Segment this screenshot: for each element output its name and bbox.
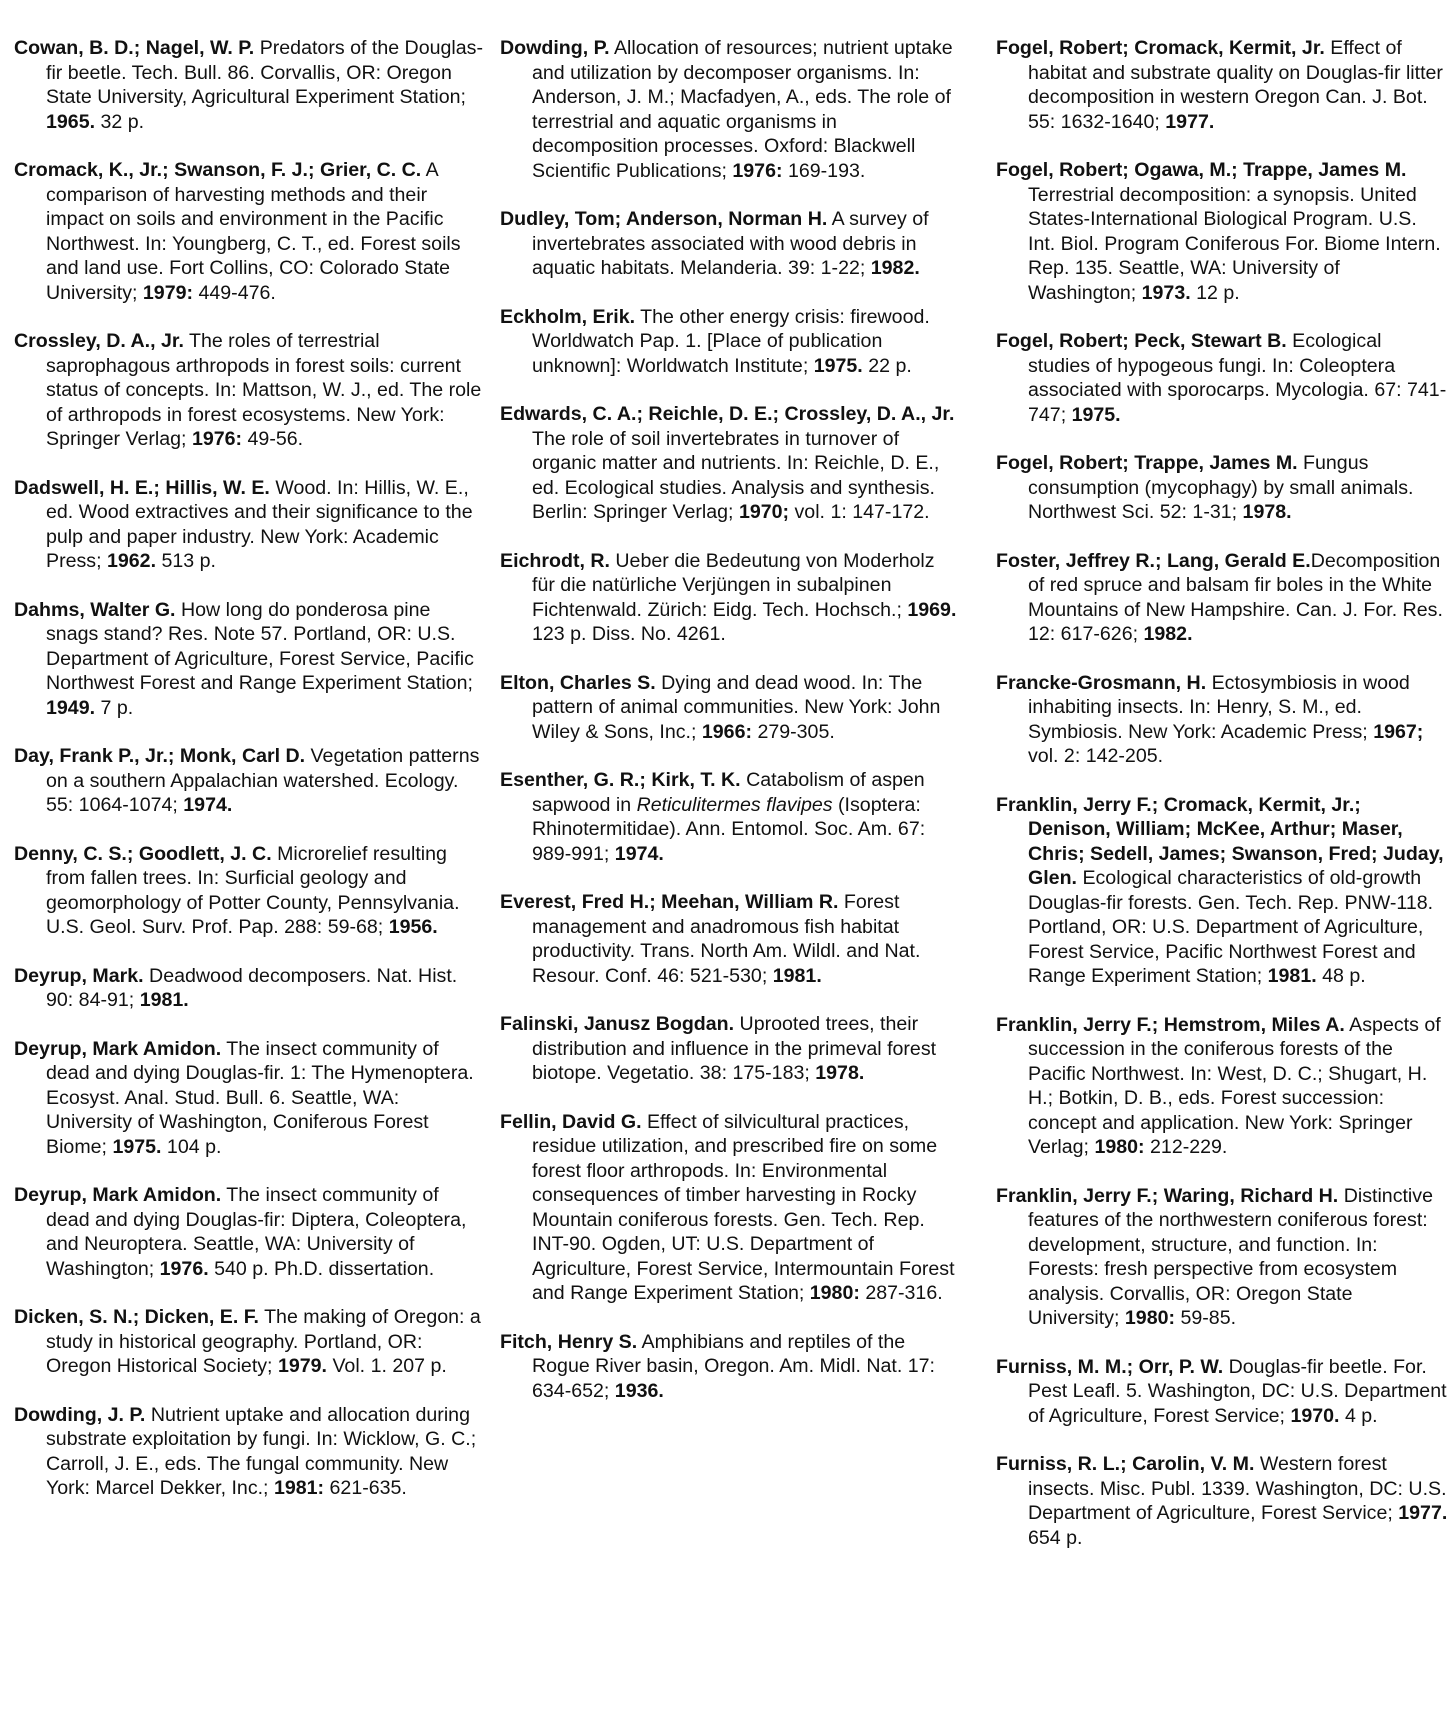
reference-year: 1981. xyxy=(1267,965,1317,987)
reference-entry xyxy=(996,1452,1448,1550)
reference-text: Fungus consumption (mycophagy) by small animals. Northwest Sci. 52: 1-31; xyxy=(1028,452,1414,523)
reference-authors: Franklin, Jerry F.; Hemstrom, Miles A. xyxy=(996,1013,1345,1036)
reference-year: 1981. xyxy=(772,964,822,987)
reference-authors: Eichrodt, R. xyxy=(500,549,610,572)
reference-authors: Falinski, Janusz Bogdan. xyxy=(500,1013,735,1035)
reference-entry xyxy=(996,1355,1448,1429)
reference-pages: 123 p. Diss. No. 4261. xyxy=(532,623,726,645)
reference-entry xyxy=(996,1013,1448,1160)
reference-pages: vol. 1: 147-172. xyxy=(789,501,930,523)
reference-year: 1965. xyxy=(46,110,96,133)
reference-entry xyxy=(14,842,484,940)
reference-text: Terrestrial decomposition: a synopsis. United States-International Biological Program. U.S. Int. Biol. Program Coniferous For. Biome Intern. Rep. 135. Seattle, WA: University of Washington; xyxy=(1028,183,1441,304)
reference-authors: Dahms, Walter G. xyxy=(14,598,176,621)
reference-authors: Deyrup, Mark Amidon. xyxy=(14,1184,222,1206)
reference-entry xyxy=(500,1012,960,1086)
reference-year: 1981. xyxy=(139,989,189,1011)
reference-entry xyxy=(500,1110,960,1306)
reference-text: Ecological characteristics of old-growth Douglas-fir forests. Gen. Tech. Rep. PNW-118. Portland, OR: U.S. Department of Agriculture, Forest Service, Pacific Northwest Forest and Range Experiment Station; xyxy=(1028,867,1434,987)
reference-authors: Dudley, Tom; Anderson, Norman H. xyxy=(500,208,828,230)
reference-entry xyxy=(996,1184,1448,1331)
reference-authors: Cowan, B. D.; Nagel, W. P. xyxy=(14,37,255,59)
reference-year: 1979: xyxy=(142,281,194,304)
reference-entry xyxy=(14,964,484,1013)
reference-text: Catabolism of aspen sapwood in xyxy=(532,769,925,816)
reference-year: 1974. xyxy=(614,842,664,865)
reference-year: 1982. xyxy=(1143,623,1193,645)
reference-text: A survey of invertebrates associated with wood debris in aquatic habitats. Melanderia. 39: 1-22; xyxy=(532,208,929,279)
reference-authors: Edwards, C. A.; Reichle, D. E.; Crossley, D. A., Jr. xyxy=(500,403,955,425)
reference-entry xyxy=(14,744,484,818)
reference-entry xyxy=(14,1305,484,1379)
column-2 xyxy=(500,36,960,1427)
reference-year: 1978. xyxy=(1242,501,1292,523)
reference-year: 1980: xyxy=(809,1282,860,1304)
reference-authors: Francke-Grosmann, H. xyxy=(996,671,1207,694)
reference-entry xyxy=(996,549,1448,647)
reference-text: Forest management and anadromous fish habitat productivity. Trans. North Am. Wildl. and Nat. Resour. Conf. 46: 521-530; xyxy=(532,891,921,987)
reference-text: The other energy crisis: firewood. Worldwatch Pap. 1. [Place of publication unknown]: Worldwatch Institute; xyxy=(532,305,930,377)
reference-year: 1973. xyxy=(1141,281,1191,304)
column-3 xyxy=(996,36,1448,1574)
reference-year: 1979. xyxy=(277,1355,327,1377)
reference-year: 1975. xyxy=(813,354,863,377)
reference-text: The making of Oregon: a study in historical geography. Portland, OR: Oregon Historical Society; xyxy=(46,1306,481,1377)
reference-year: 1980: xyxy=(1124,1307,1176,1329)
reference-authors: Cromack, K., Jr.; Swanson, F. J.; Grier, C. C. xyxy=(14,159,422,181)
reference-text: Ecological studies of hypogeous fungi. In: Coleoptera associated with sporocarps. Mycologia. 67: 741-747; xyxy=(1028,330,1447,426)
reference-pages: 48 p. xyxy=(1316,965,1366,987)
reference-entry xyxy=(500,890,960,988)
reference-entry xyxy=(500,1330,960,1404)
reference-text: Uprooted trees, their distribution and influence in the primeval forest biotope. Vegetatio. 38: 175-183; xyxy=(532,1013,937,1084)
reference-year: 1956. xyxy=(388,916,438,938)
reference-pages: Vol. 1. 207 p. xyxy=(327,1355,447,1377)
reference-pages: 22 p. xyxy=(862,354,912,377)
reference-year: 1969. xyxy=(907,598,957,621)
reference-entry xyxy=(14,1403,484,1501)
reference-pages: 513 p. xyxy=(156,550,216,572)
reference-year: 1970; xyxy=(738,501,790,523)
reference-text: Ectosymbiosis in wood inhabiting insects. In: Henry, S. M., ed. Symbiosis. New York: Academic Press; xyxy=(1028,671,1410,743)
reference-year: 1977. xyxy=(1398,1502,1448,1524)
reference-entry xyxy=(500,305,960,379)
reference-text: Western forest insects. Misc. Publ. 1339. Washington, DC: U.S. Department of Agriculture, Forest Service; xyxy=(1028,1453,1447,1524)
reference-text: Allocation of resources; nutrient uptake and utilization by decomposer organisms. In: Anderson, J. M.; Macfadyen, A., eds. The role of terrestrial and aquatic organisms in decomposition processes. Oxford: Blackwell Scientific Publications; xyxy=(532,37,953,182)
reference-pages: 279-305. xyxy=(752,720,835,743)
reference-text: Effect of silvicultural practices, residue utilization, and prescribed fire on some forest floor arthropods. In: Environmental consequences of timber harvesting in Rocky Mountain coniferous forests. Gen. Tech. Rep. INT-90. Ogden, UT: U.S. Department of Agriculture, Forest Service, Intermountain Forest and Range Experiment Station; xyxy=(532,1110,955,1304)
reference-text: Effect of habitat and substrate quality on Douglas-fir litter decomposition in western Oregon Can. J. Bot. 55: 1632-1640; xyxy=(1028,37,1443,133)
reference-entry xyxy=(14,1037,484,1160)
reference-authors: Eckholm, Erik. xyxy=(500,305,636,328)
reference-text: Predators of the Douglas-fir beetle. Tech. Bull. 86. Corvallis, OR: Oregon State University, Agricultural Experiment Station; xyxy=(46,37,483,108)
reference-entry xyxy=(14,329,484,452)
reference-authors: Denny, C. S.; Goodlett, J. C. xyxy=(14,842,272,865)
reference-pages: 287-316. xyxy=(859,1282,943,1304)
reference-entry xyxy=(14,36,484,134)
reference-authors: Deyrup, Mark Amidon. xyxy=(14,1037,222,1060)
reference-entry xyxy=(14,476,484,574)
reference-text: Douglas-fir beetle. For. Pest Leafl. 5. Washington, DC: U.S. Department of Agriculture, Forest Service; xyxy=(1028,1355,1447,1427)
column-1 xyxy=(14,36,484,1525)
reference-pages: 49-56. xyxy=(242,428,304,450)
reference-pages: 7 p. xyxy=(95,696,134,719)
reference-authors: Deyrup, Mark. xyxy=(14,964,144,987)
reference-entry xyxy=(996,671,1448,769)
reference-year: 1967; xyxy=(1373,720,1424,743)
reference-year: 1949. xyxy=(46,696,96,719)
reference-authors: Fellin, David G. xyxy=(500,1110,642,1133)
reference-year: 1966: xyxy=(701,720,752,743)
reference-entry xyxy=(996,36,1448,134)
reference-entry xyxy=(500,671,960,745)
reference-authors: Franklin, Jerry F.; Waring, Richard H. xyxy=(996,1184,1339,1207)
reference-entry xyxy=(996,451,1448,525)
reference-year: 1980: xyxy=(1094,1136,1145,1158)
reference-year: 1978. xyxy=(815,1062,865,1084)
reference-authors: Elton, Charles S. xyxy=(500,671,656,694)
reference-pages: 59-85. xyxy=(1175,1307,1237,1329)
reference-entry xyxy=(14,158,484,305)
reference-pages: 621-635. xyxy=(324,1477,407,1499)
reference-authors: Dadswell, H. E.; Hillis, W. E. xyxy=(14,476,270,499)
reference-text: Wood. In: Hillis, W. E., ed. Wood extractives and their significance to the pulp and paper industry. New York: Academic Press; xyxy=(46,476,473,572)
reference-year: 1976: xyxy=(191,428,243,450)
reference-authors: Foster, Jeffrey R.; Lang, Gerald E. xyxy=(996,549,1311,572)
reference-pages: 104 p. xyxy=(161,1135,222,1158)
reference-year: 1981: xyxy=(273,1477,325,1499)
reference-pages: 212-229. xyxy=(1144,1136,1228,1158)
reference-text: The insect community of dead and dying Douglas-fir. 1: The Hymenoptera. Ecosyst. Anal. Stud. Bull. 6. Seattle, WA: University of Washington, Coniferous Forest Biome; xyxy=(46,1037,474,1158)
reference-year: 1962. xyxy=(106,550,157,572)
reference-entry xyxy=(500,402,960,525)
reference-year: 1976: xyxy=(732,159,783,182)
reference-text: Dying and dead wood. In: The pattern of animal communities. New York: John Wiley & Sons, Inc.; xyxy=(532,671,941,743)
reference-pages: vol. 2: 142-205. xyxy=(1028,745,1164,767)
reference-italic-text: Reticulitermes flavipes xyxy=(636,793,833,816)
reference-text: (Isoptera: Rhinotermitidae). Ann. Entomol. Soc. Am. 67: 989-991; xyxy=(532,793,926,865)
reference-authors: Fogel, Robert; Ogawa, M.; Trappe, James M. xyxy=(996,159,1407,181)
reference-text: Distinctive features of the northwestern coniferous forest: development, structure, and function. In: Forests: fresh perspective from ecosystem analysis. Corvallis, OR: Oregon State University; xyxy=(1028,1184,1433,1329)
reference-text: Deadwood decomposers. Nat. Hist. 90: 84-91; xyxy=(46,964,458,1011)
reference-text: Nutrient uptake and allocation during substrate exploitation by fungi. In: Wicklow, G. C.; Carroll, J. E., eds. The fungal community. New York: Marcel Dekker, Inc.; xyxy=(46,1403,477,1499)
reference-text: A comparison of harvesting methods and their impact on soils and environment in the Pacific Northwest. In: Youngberg, C. T., ed. Forest soils and land use. Fort Collins, CO: Colorado State University; xyxy=(46,159,461,304)
reference-entry xyxy=(500,36,960,183)
reference-authors: Esenther, G. R.; Kirk, T. K. xyxy=(500,769,741,791)
reference-year: 1976. xyxy=(159,1257,209,1280)
reference-year: 1982. xyxy=(870,257,920,279)
reference-authors: Fogel, Robert; Peck, Stewart B. xyxy=(996,330,1287,352)
reference-text: Vegetation patterns on a southern Appalachian watershed. Ecology. 55: 1064-1074; xyxy=(46,745,480,816)
reference-authors: Furniss, R. L.; Carolin, V. M. xyxy=(996,1453,1255,1475)
reference-entry xyxy=(500,768,960,866)
reference-authors: Day, Frank P., Jr.; Monk, Carl D. xyxy=(14,745,306,767)
reference-pages: 449-476. xyxy=(193,281,276,304)
reference-authors: Crossley, D. A., Jr. xyxy=(14,330,184,352)
reference-year: 1970. xyxy=(1290,1404,1340,1427)
reference-authors: Fogel, Robert; Trappe, James M. xyxy=(996,452,1298,474)
reference-pages: 169-193. xyxy=(782,159,866,182)
reference-pages: 540 p. Ph.D. dissertation. xyxy=(208,1257,435,1280)
reference-entry xyxy=(996,793,1448,989)
reference-pages: 654 p. xyxy=(1028,1526,1083,1549)
reference-pages: 4 p. xyxy=(1339,1404,1378,1427)
reference-year: 1975. xyxy=(1071,403,1121,426)
reference-authors: Furniss, M. M.; Orr, P. W. xyxy=(996,1355,1224,1378)
reference-entry xyxy=(996,158,1448,305)
reference-year: 1975. xyxy=(112,1135,162,1158)
reference-text: Decomposition of red spruce and balsam fir boles in the White Mountains of New Hampshire. Can. J. For. Res. 12: 617-626; xyxy=(1028,549,1443,645)
reference-year: 1977. xyxy=(1165,110,1215,133)
reference-text: Ueber die Bedeutung von Moderholz für die natürliche Verjüngen in subalpinen Fichtenwald. Zürich: Eidg. Tech. Hochsch.; xyxy=(532,549,935,621)
reference-text: Microrelief resulting from fallen trees. In: Surficial geology and geomorphology of Potter County, Pennsylvania. U.S. Geol. Surv. Prof. Pap. 288: 59-68; xyxy=(46,842,460,938)
reference-entry xyxy=(996,329,1448,427)
reference-text: Aspects of succession in the coniferous forests of the Pacific Northwest. In: West, D. C.; Shugart, H. H.; Botkin, D. B., eds. Forest succession: concept and application. New York: Springer Verlag; xyxy=(1028,1013,1441,1158)
reference-text: The role of soil invertebrates in turnover of organic matter and nutrients. In: Reichle, D. E., ed. Ecological studies. Analysis and synthesis. Berlin: Springer Verlag; xyxy=(532,427,940,523)
reference-authors: Fitch, Henry S. xyxy=(500,1330,638,1353)
reference-entry xyxy=(14,1183,484,1281)
reference-text: The roles of terrestrial saprophagous arthropods in forest soils: current status of concepts. In: Mattson, W. J., ed. The role of arthropods in forest ecosystems. New York: Springer Verlag; xyxy=(46,330,482,450)
reference-authors: Franklin, Jerry F.; Cromack, Kermit, Jr.; Denison, William; McKee, Arthur; Maser, Chris; Sedell, James; Swanson, Fred; Juday, Glen. xyxy=(996,793,1444,889)
reference-year: 1974. xyxy=(183,794,233,816)
reference-entry xyxy=(14,598,484,721)
reference-authors: Dowding, J. P. xyxy=(14,1403,146,1426)
reference-year: 1936. xyxy=(614,1379,664,1402)
reference-text: Amphibians and reptiles of the Rogue River basin, Oregon. Am. Midl. Nat. 17: 634-652; xyxy=(532,1330,935,1402)
reference-authors: Everest, Fred H.; Meehan, William R. xyxy=(500,891,839,913)
reference-entry xyxy=(500,549,960,647)
reference-text: How long do ponderosa pine snags stand? Res. Note 57. Portland, OR: U.S. Department of Agriculture, Forest Service, Pacific Northwest Forest and Range Experiment Station; xyxy=(46,598,474,694)
reference-authors: Fogel, Robert; Cromack, Kermit, Jr. xyxy=(996,37,1325,59)
reference-authors: Dowding, P. xyxy=(500,37,610,59)
reference-text: The insect community of dead and dying Douglas-fir: Diptera, Coleoptera, and Neuroptera. Seattle, WA: University of Washington; xyxy=(46,1184,467,1280)
reference-entry xyxy=(500,207,960,281)
reference-pages: 32 p. xyxy=(95,110,145,133)
reference-authors: Dicken, S. N.; Dicken, E. F. xyxy=(14,1306,259,1328)
reference-pages: 12 p. xyxy=(1190,281,1240,304)
